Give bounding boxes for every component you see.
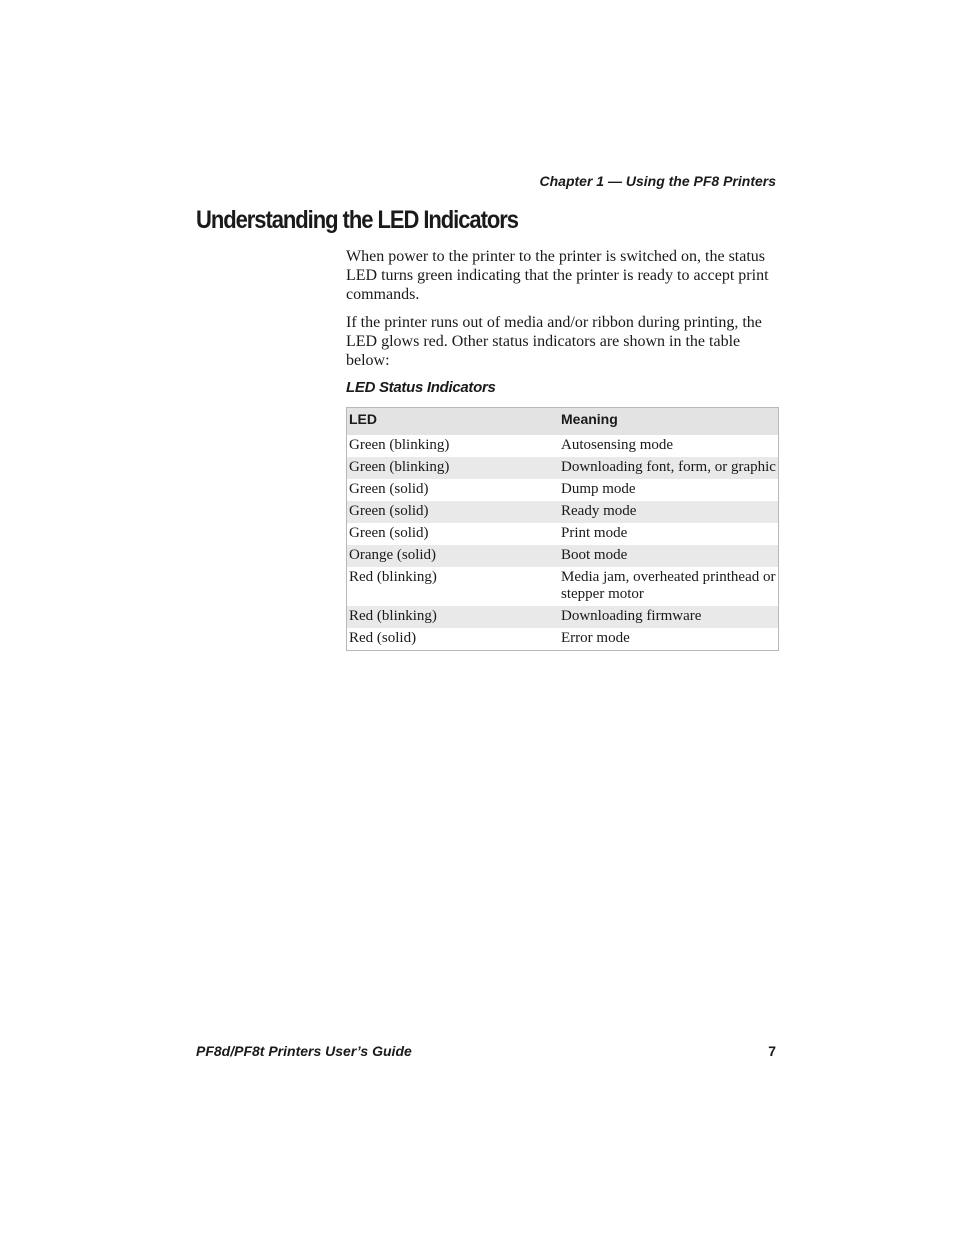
meaning-cell: Media jam, overheated printhead or stepper motor [561, 569, 776, 602]
table-row [347, 567, 779, 606]
running-header: Chapter 1 — Using the PF8 Printers [539, 173, 776, 189]
meaning-cell: Dump mode [561, 481, 636, 497]
meaning-cell: Autosensing mode [561, 437, 674, 453]
led-cell: Green (solid) [349, 525, 429, 541]
table-header-row [347, 408, 779, 436]
meaning-cell: Error mode [561, 630, 630, 646]
table-row [347, 628, 779, 651]
table-row [347, 545, 779, 567]
meaning-cell: Ready mode [559, 501, 779, 523]
led-cell: Red (blinking) [349, 569, 437, 585]
led-cell: Green (blinking) [349, 437, 450, 453]
led-cell: Green (blinking) [347, 457, 560, 479]
intro-paragraph: When power to the printer to the printer is switched on, the status LED turns green indicating that the printer is ready to accept print commands. [346, 248, 769, 303]
led-cell: Orange (solid) [347, 545, 560, 567]
table-row [347, 457, 779, 479]
led-cell: Green (solid) [349, 481, 429, 497]
status-paragraph: If the printer runs out of media and/or ribbon during printing, the LED glows red. Other status indicators are shown in the table below: [346, 314, 762, 369]
table-row [347, 435, 779, 457]
table-caption: LED Status Indicators [346, 379, 496, 396]
meaning-cell: Downloading firmware [559, 606, 779, 628]
led-cell: Green (solid) [347, 501, 560, 523]
table-row [347, 501, 779, 523]
footer-page-number: 7 [768, 1043, 776, 1059]
meaning-cell: Boot mode [559, 545, 779, 567]
body-column [346, 247, 779, 651]
led-cell: Red (blinking) [347, 606, 560, 628]
table-row [347, 606, 779, 628]
header-meaning: Meaning [559, 408, 779, 436]
header-led: LED [347, 408, 560, 436]
meaning-cell: Print mode [561, 525, 628, 541]
led-status-table [346, 407, 779, 651]
led-cell: Red (solid) [349, 630, 417, 646]
table-row [347, 479, 779, 501]
section-title: Understanding the LED Indicators [196, 206, 518, 234]
table-row [347, 523, 779, 545]
footer-guide-title: PF8d/PF8t Printers User’s Guide [196, 1043, 412, 1059]
meaning-cell: Downloading font, form, or graphic [559, 457, 779, 479]
